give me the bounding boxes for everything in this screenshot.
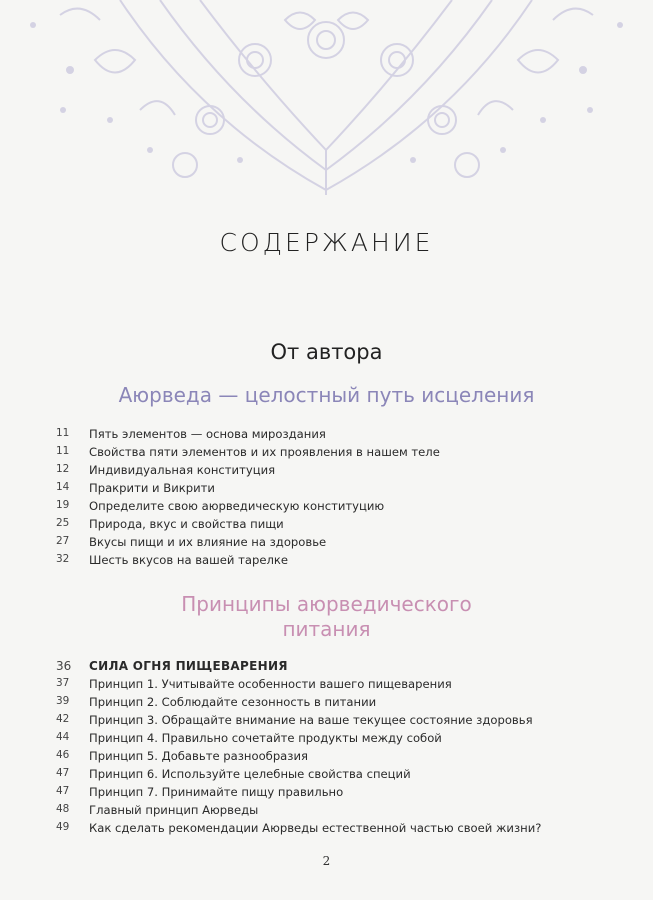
- toc-entry-title: Индивидуальная конституция: [89, 463, 276, 477]
- toc-page-number: 25: [56, 517, 70, 529]
- toc-page-number: 11: [56, 427, 70, 439]
- toc-entry-title: Как сделать рекомендации Аюрведы естественной частью своей жизни?: [89, 821, 542, 835]
- author-section-heading: От автора: [270, 340, 383, 364]
- toc-page-number: 32: [56, 553, 70, 565]
- toc-entry-title: Пракрити и Викрити: [89, 481, 215, 495]
- toc-entry-title: Свойства пяти элементов и их проявления в нашем теле: [89, 445, 440, 459]
- toc-entry-title: Принцип 7. Принимайте пищу правильно: [89, 785, 344, 799]
- toc-page-number: 39: [56, 695, 70, 707]
- toc-page-number: 44: [56, 731, 70, 743]
- section2-title-line2: питания: [282, 617, 371, 641]
- toc-page-number: 27: [56, 535, 70, 547]
- toc-page-number: 42: [56, 713, 70, 725]
- toc-page-number: 48: [56, 803, 70, 815]
- toc-page-number: 47: [56, 785, 70, 797]
- toc-entry-title: Принцип 6. Используйте целебные свойства специй: [89, 767, 411, 781]
- page-number: 2: [322, 854, 331, 868]
- toc-entry-title: Вкусы пищи и их влияние на здоровье: [89, 535, 327, 549]
- toc-entry-title: Принцип 4. Правильно сочетайте продукты между собой: [89, 731, 442, 745]
- toc-entry-title: Пять элементов — основа мироздания: [89, 427, 326, 441]
- toc-entry-title: Природа, вкус и свойства пищи: [89, 517, 284, 531]
- toc-page-number: 46: [56, 749, 70, 761]
- toc-entry-title: Шесть вкусов на вашей тарелке: [89, 553, 289, 567]
- toc-entry-title: Принцип 2. Соблюдайте сезонность в питании: [89, 695, 377, 709]
- toc-page-number: 11: [56, 445, 70, 457]
- toc-page-number: 12: [56, 463, 70, 475]
- mandala-ornament: [0, 0, 653, 200]
- toc-entry-title: СИЛА ОГНЯ ПИЩЕВАРЕНИЯ: [89, 659, 288, 673]
- toc-page-number: 47: [56, 767, 70, 779]
- toc-page-number: 37: [56, 677, 70, 689]
- toc-entry-title: Главный принцип Аюрведы: [89, 803, 259, 817]
- page-title: СОДЕРЖАНИЕ: [219, 228, 434, 257]
- toc-page-number: 36: [56, 659, 72, 673]
- toc-entry-title: Принцип 3. Обращайте внимание на ваше текущее состояние здоровья: [89, 713, 533, 727]
- toc-entry-title: Принцип 5. Добавьте разнообразия: [89, 749, 308, 763]
- toc-entry-title: Принцип 1. Учитывайте особенности вашего пищеварения: [89, 677, 452, 691]
- toc-entry-title: Определите свою аюрведическую конституцию: [89, 499, 385, 513]
- section1-title: Аюрведа — целостный путь исцеления: [118, 383, 535, 407]
- toc-page-number: 19: [56, 499, 70, 511]
- section2-title-line1: Принципы аюрведического: [181, 592, 472, 616]
- toc-page-number: 49: [56, 821, 70, 833]
- section2-title: [0, 592, 653, 642]
- toc-page-number: 14: [56, 481, 70, 493]
